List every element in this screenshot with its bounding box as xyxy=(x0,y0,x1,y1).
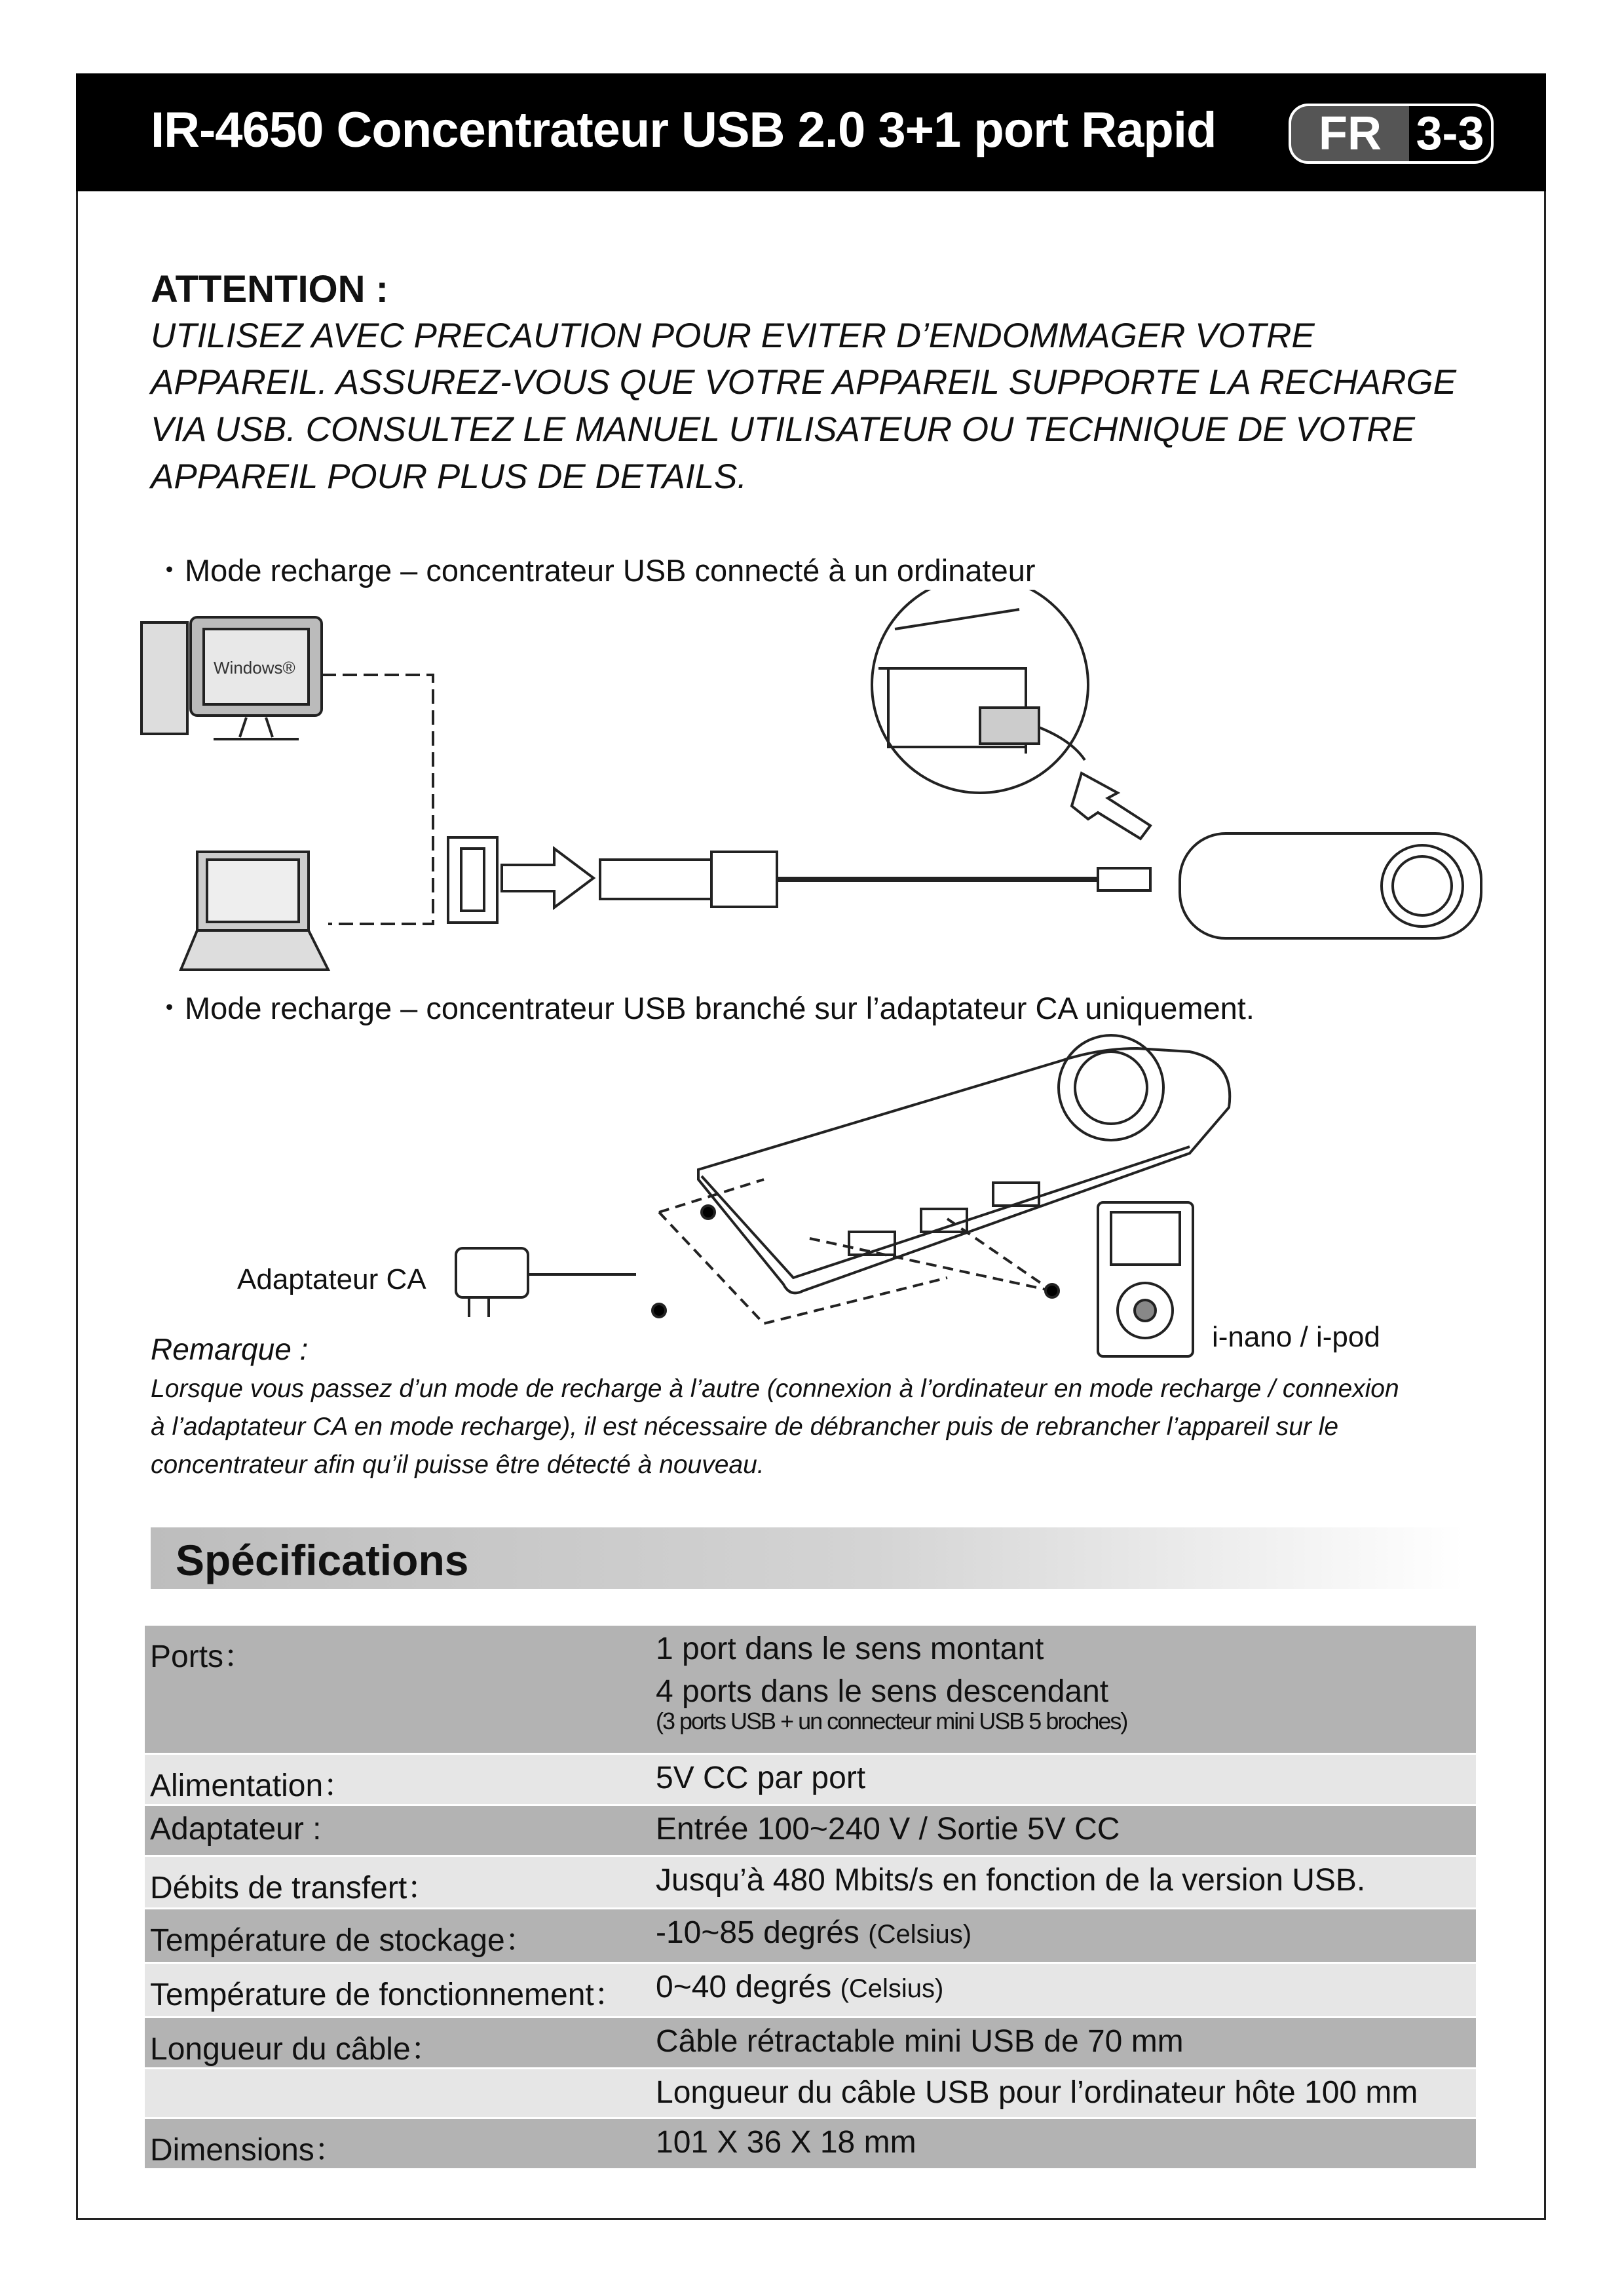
table-row xyxy=(145,2018,1476,2069)
attention-line: APPAREIL. ASSUREZ-VOUS QUE VOTRE APPAREIL SUPPORTE LA RECHARGE xyxy=(151,363,1456,402)
page-title: IR-4650 Concentrateur USB 2.0 3+1 port Rapid xyxy=(151,102,1216,158)
table-row xyxy=(145,2069,1476,2119)
page-number: 3-3 xyxy=(1409,106,1491,161)
mode-computer-heading: ・Mode recharge – concentrateur USB connecté à un ordinateur xyxy=(154,553,1036,588)
ac-adapter xyxy=(456,1248,528,1297)
spec-key: Alimentation： xyxy=(150,1769,355,1803)
adapter-charging-diagram xyxy=(76,1022,1546,1363)
adapter-label: Adaptateur CA xyxy=(237,1263,426,1295)
language-label: FR xyxy=(1291,106,1409,161)
attention-line: VIA USB. CONSULTEZ LE MANUEL UTILISATEUR OU TECHNIQUE DE VOTRE xyxy=(151,410,1415,449)
spec-note: (Celsius) xyxy=(868,1920,972,1949)
table-row xyxy=(145,1806,1476,1857)
spec-key xyxy=(145,2069,656,2117)
remark-line: à l’adaptateur CA en mode recharge), il est nécessaire de débrancher puis de rebrancher l’appareil sur le xyxy=(151,1413,1339,1441)
attention-heading: ATTENTION : xyxy=(151,268,388,311)
spec-value: Câble rétractable mini USB de 70 mm xyxy=(656,2024,1184,2059)
spec-value: Longueur du câble USB pour l’ordinateur hôte 100 mm xyxy=(656,2075,1418,2110)
remark-line: Lorsque vous passez d’un mode de recharge à l’autre (connexion à l’ordinateur en mode recharge / connexion xyxy=(151,1375,1399,1403)
mode-adapter-heading: ・Mode recharge – concentrateur USB branché sur l’adaptateur CA uniquement. xyxy=(154,991,1254,1025)
usb-plug xyxy=(600,860,711,899)
spec-key: Température de fonctionnement： xyxy=(150,1978,626,2012)
table-row xyxy=(145,1909,1476,1964)
spec-key: Longueur du câble： xyxy=(150,2032,442,2067)
computer-charging-diagram xyxy=(76,590,1546,983)
specs-heading-bar xyxy=(151,1527,1464,1589)
table-row xyxy=(145,2119,1476,2170)
arrow-icon xyxy=(1072,773,1150,839)
spec-value: Jusqu’à 480 Mbits/s en fonction de la version USB. xyxy=(656,1863,1366,1898)
attention-line: APPAREIL POUR PLUS DE DETAILS. xyxy=(151,457,747,496)
spec-value: 4 ports dans le sens descendant xyxy=(656,1674,1109,1709)
spec-value: -10~85 degrés xyxy=(656,1915,859,1950)
remark-heading: Remarque : xyxy=(151,1332,309,1366)
spec-value: 0~40 degrés xyxy=(656,1970,832,2004)
windows-label: Windows® xyxy=(214,658,295,678)
spec-key: Dimensions： xyxy=(150,2133,346,2168)
spec-key: Débits de transfert： xyxy=(150,1871,439,1905)
spec-key: Température de stockage： xyxy=(150,1923,537,1958)
pc-tower xyxy=(141,622,187,734)
spec-key: Ports： xyxy=(150,1639,255,1674)
remark-line: concentrateur afin qu’il puisse être détecté à nouveau. xyxy=(151,1451,764,1479)
spec-key: Adaptateur : xyxy=(150,1812,322,1846)
spec-value: 1 port dans le sens montant xyxy=(656,1632,1044,1666)
attention-line: UTILISEZ AVEC PRECAUTION POUR EVITER D’ENDOMMAGER VOTRE xyxy=(151,316,1315,355)
page-badge xyxy=(1289,104,1494,164)
table-row xyxy=(145,1964,1476,2018)
arrow-icon xyxy=(502,849,594,908)
table-row xyxy=(145,1755,1476,1806)
usb-hub xyxy=(1180,833,1481,938)
device-label: i-nano / i-pod xyxy=(1212,1321,1380,1353)
spec-note: (3 ports USB + un connecteur mini USB 5 broches) xyxy=(656,1708,1127,1734)
spec-value: Entrée 100~240 V / Sortie 5V CC xyxy=(656,1812,1120,1846)
spec-note: (Celsius) xyxy=(840,1974,944,2003)
zoom-detail xyxy=(872,590,1088,793)
spec-value: 5V CC par port xyxy=(656,1761,866,1795)
specs-table xyxy=(145,1626,1476,2170)
spec-value: 101 X 36 X 18 mm xyxy=(656,2125,916,2160)
specs-heading: Spécifications xyxy=(176,1536,469,1584)
table-row xyxy=(145,1857,1476,1909)
table-row xyxy=(145,1626,1476,1755)
